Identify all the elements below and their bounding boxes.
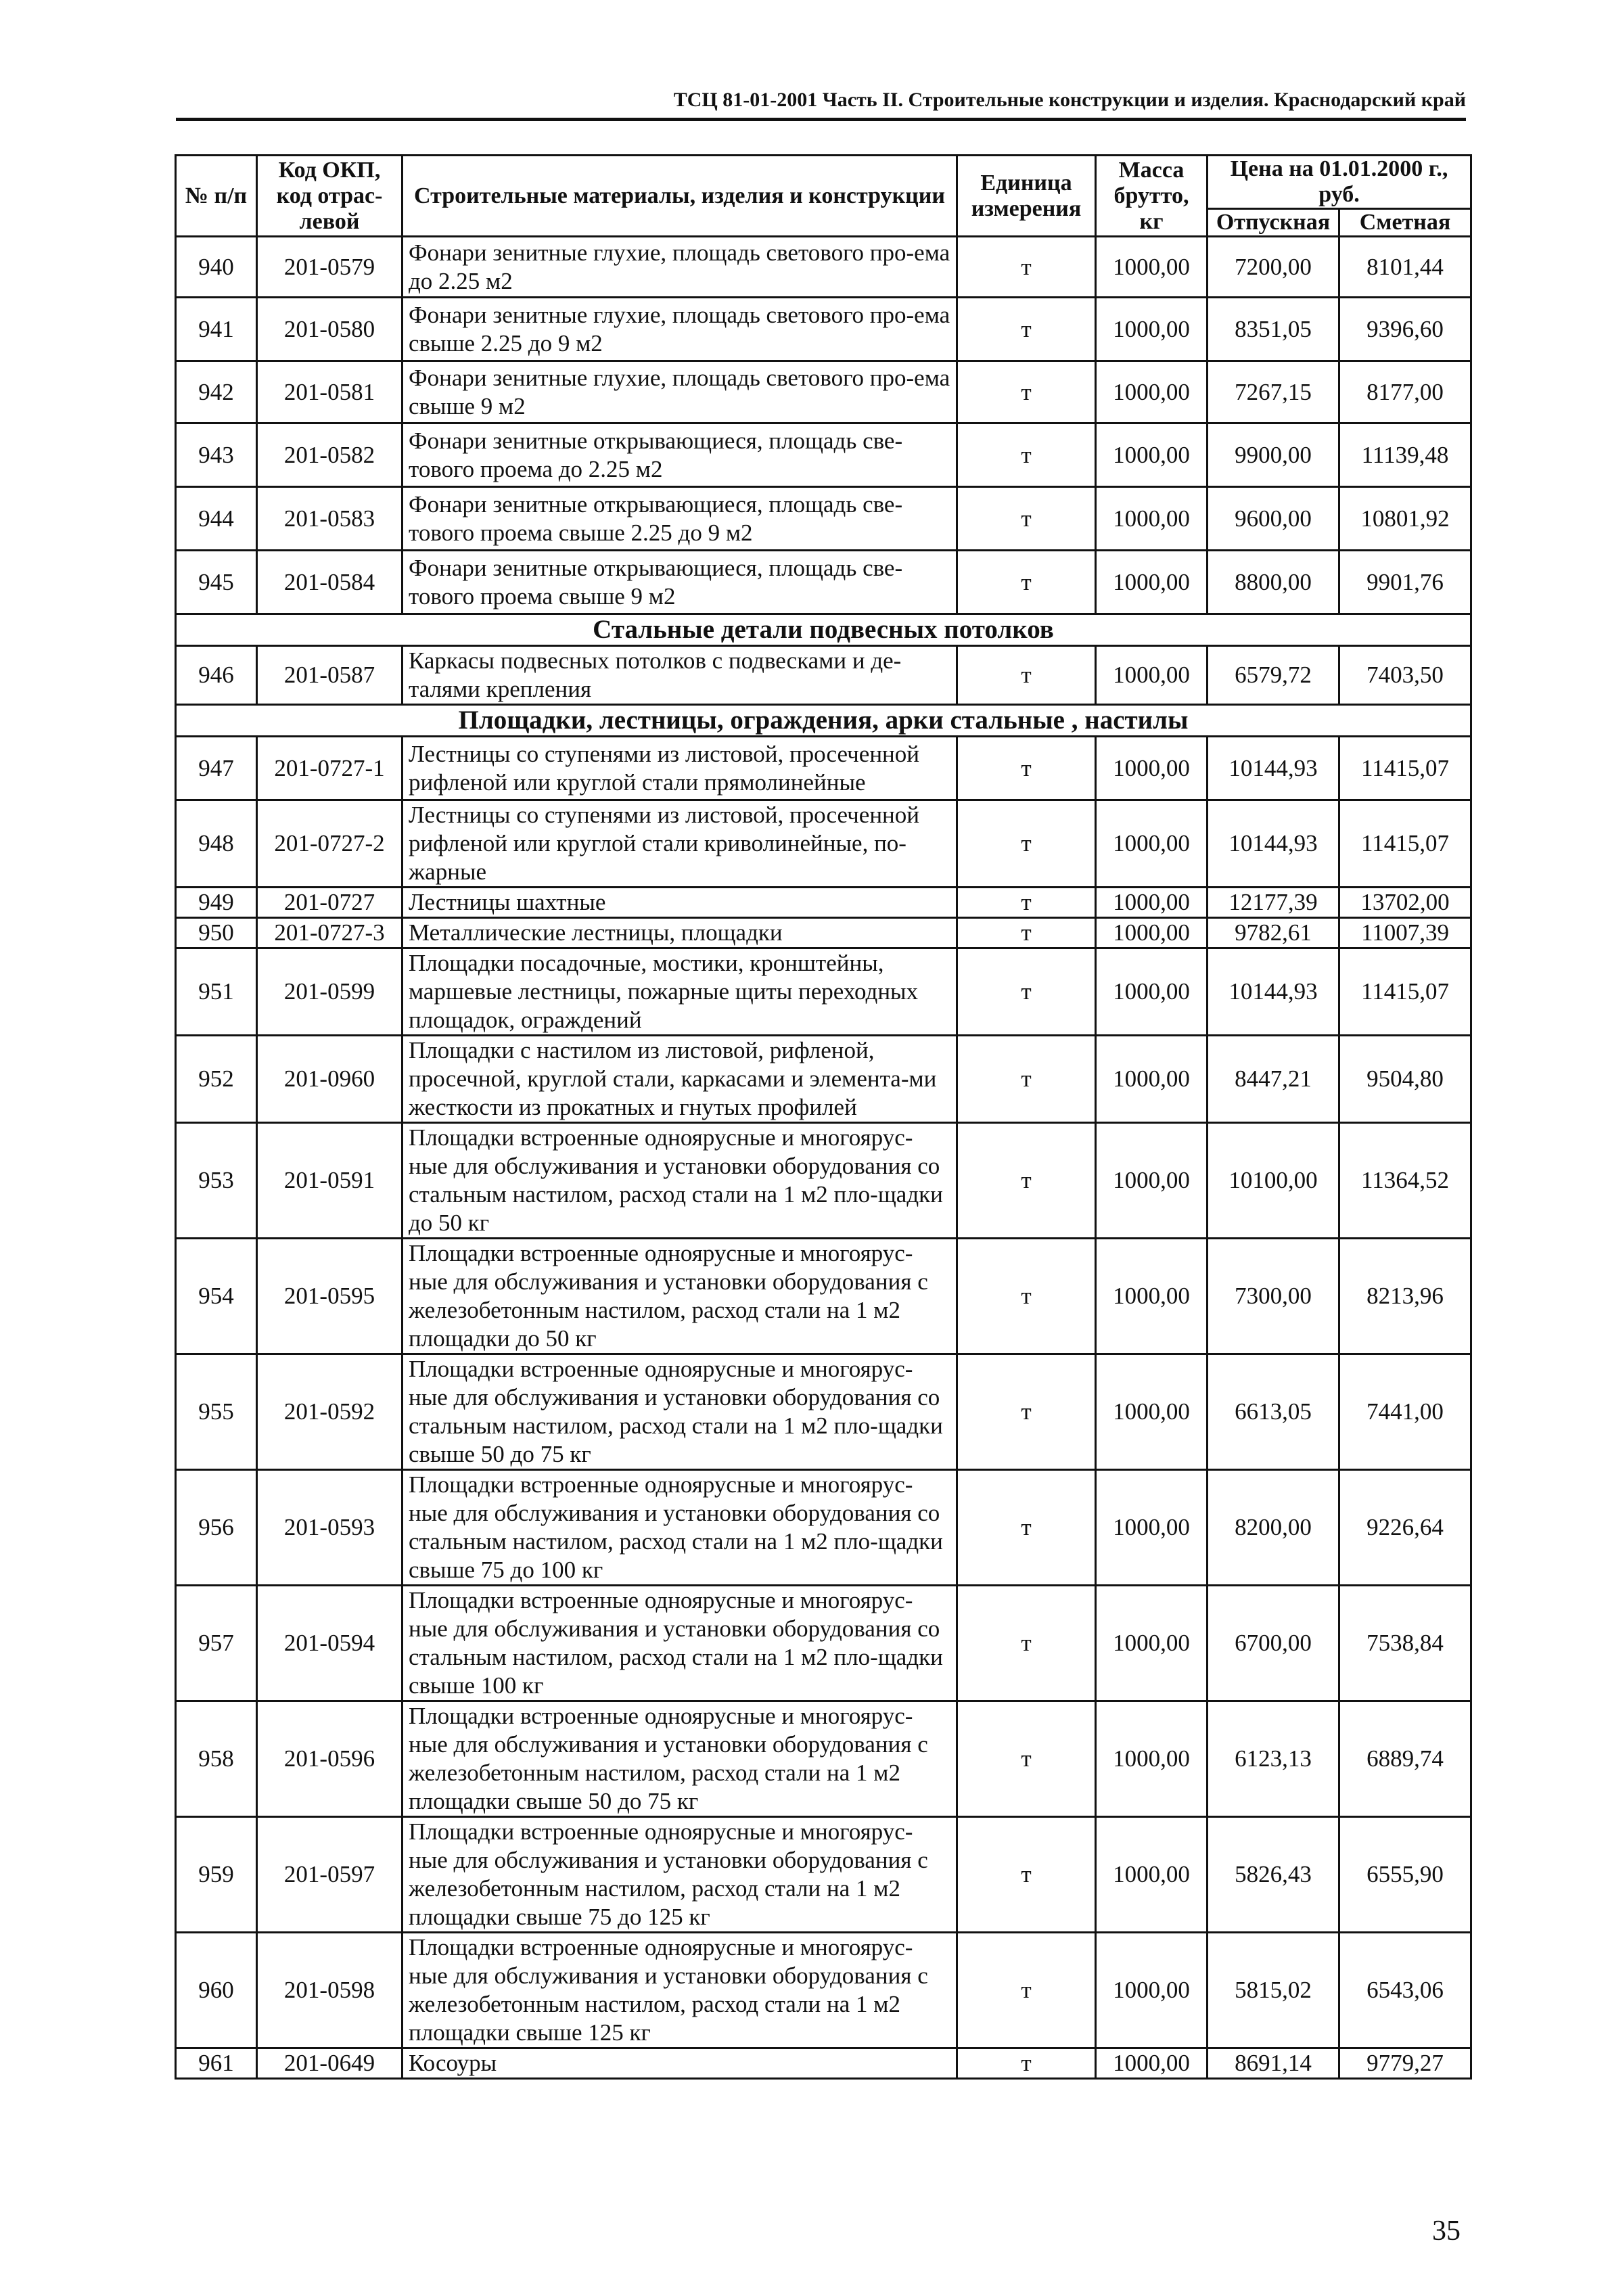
cell-code: 201-0727 — [257, 888, 403, 918]
cell-name: Площадки встроенные одноярусные и многоярус-ные для обслуживания и установки оборудования со стальным настилом, расход стали на 1 м2 пло-щадки свыше 100 кг — [403, 1586, 957, 1701]
cell-estimate: 9396,60 — [1339, 298, 1471, 361]
cell-unit: т — [957, 2048, 1096, 2079]
cell-code: 201-0581 — [257, 361, 403, 423]
cell-num: 958 — [176, 1701, 257, 1817]
cell-name: Каркасы подвесных потолков с подвесками и де-талями крепления — [403, 646, 957, 705]
cell-estimate: 7441,00 — [1339, 1354, 1471, 1470]
cell-unit: т — [957, 298, 1096, 361]
cell-mass: 1000,00 — [1096, 888, 1208, 918]
table-row — [176, 487, 1471, 551]
cell-mass: 1000,00 — [1096, 800, 1208, 888]
col-header-release: Отпускная — [1208, 209, 1339, 237]
cell-release: 10144,93 — [1208, 948, 1339, 1036]
cell-release: 8351,05 — [1208, 298, 1339, 361]
cell-release: 7300,00 — [1208, 1239, 1339, 1354]
cell-estimate: 8101,44 — [1339, 237, 1471, 298]
cell-estimate: 7538,84 — [1339, 1586, 1471, 1701]
cell-name: Фонари зенитные глухие, площадь светового про-ема свыше 9 м2 — [403, 361, 957, 423]
cell-name: Площадки встроенные одноярусные и многоярус-ные для обслуживания и установки оборудования с железобетонным настилом, расход стали на 1 м2 площадки свыше 75 до 125 кг — [403, 1817, 957, 1933]
cell-mass: 1000,00 — [1096, 1586, 1208, 1701]
cell-unit: т — [957, 551, 1096, 614]
cell-name: Лестницы со ступенями из листовой, просеченной рифленой или круглой стали прямолинейные — [403, 737, 957, 800]
col-header-price: Цена на 01.01.2000 г., руб. — [1208, 156, 1471, 209]
cell-estimate: 11139,48 — [1339, 423, 1471, 487]
cell-mass: 1000,00 — [1096, 1701, 1208, 1817]
table-row — [176, 948, 1471, 1036]
cell-release: 7267,15 — [1208, 361, 1339, 423]
table-row — [176, 551, 1471, 614]
cell-num: 955 — [176, 1354, 257, 1470]
cell-mass: 1000,00 — [1096, 1470, 1208, 1586]
cell-name: Площадки встроенные одноярусные и многоярус-ные для обслуживания и установки оборудования со стальным настилом, расход стали на 1 м2 пло-щадки свыше 50 до 75 кг — [403, 1354, 957, 1470]
cell-unit: т — [957, 1470, 1096, 1586]
cell-num: 953 — [176, 1123, 257, 1239]
cell-unit: т — [957, 948, 1096, 1036]
table-row — [176, 800, 1471, 888]
cell-name: Площадки посадочные, мостики, кронштейны, маршевые лестницы, пожарные щиты переходных площадок, ограждений — [403, 948, 957, 1036]
cell-mass: 1000,00 — [1096, 237, 1208, 298]
cell-code: 201-0597 — [257, 1817, 403, 1933]
cell-num: 945 — [176, 551, 257, 614]
cell-num: 961 — [176, 2048, 257, 2079]
cell-num: 950 — [176, 918, 257, 948]
cell-code: 201-0727-2 — [257, 800, 403, 888]
price-table — [175, 154, 1472, 2080]
cell-release: 6123,13 — [1208, 1701, 1339, 1817]
cell-unit: т — [957, 1701, 1096, 1817]
cell-estimate: 11415,07 — [1339, 737, 1471, 800]
cell-num: 949 — [176, 888, 257, 918]
cell-code: 201-0580 — [257, 298, 403, 361]
table-row — [176, 1701, 1471, 1817]
table-row — [176, 737, 1471, 800]
cell-name: Фонари зенитные открывающиеся, площадь све-тового проема свыше 9 м2 — [403, 551, 957, 614]
cell-release: 10144,93 — [1208, 800, 1339, 888]
col-header-num: № п/п — [176, 156, 257, 237]
cell-estimate: 9504,80 — [1339, 1036, 1471, 1123]
table-row — [176, 1123, 1471, 1239]
cell-num: 940 — [176, 237, 257, 298]
cell-mass: 1000,00 — [1096, 551, 1208, 614]
cell-estimate: 8177,00 — [1339, 361, 1471, 423]
cell-unit: т — [957, 237, 1096, 298]
cell-code: 201-0582 — [257, 423, 403, 487]
cell-name: Площадки встроенные одноярусные и многоярус-ные для обслуживания и установки оборудования со стальным настилом, расход стали на 1 м2 пло-щадки свыше 75 до 100 кг — [403, 1470, 957, 1586]
cell-mass: 1000,00 — [1096, 1354, 1208, 1470]
cell-code: 201-0583 — [257, 487, 403, 551]
table-row — [176, 1817, 1471, 1933]
cell-mass: 1000,00 — [1096, 361, 1208, 423]
cell-code: 201-0960 — [257, 1036, 403, 1123]
cell-code: 201-0598 — [257, 1933, 403, 2048]
section-row — [176, 614, 1471, 646]
cell-unit: т — [957, 737, 1096, 800]
cell-mass: 1000,00 — [1096, 487, 1208, 551]
cell-name: Фонари зенитные открывающиеся, площадь све-тового проема до 2.25 м2 — [403, 423, 957, 487]
cell-estimate: 9901,76 — [1339, 551, 1471, 614]
cell-mass: 1000,00 — [1096, 646, 1208, 705]
cell-release: 8800,00 — [1208, 551, 1339, 614]
table-row — [176, 423, 1471, 487]
page-header: ТСЦ 81-01-2001 Часть II. Строительные конструкции и изделия. Краснодарский край — [176, 87, 1466, 121]
cell-code: 201-0594 — [257, 1586, 403, 1701]
cell-unit: т — [957, 1239, 1096, 1354]
cell-release: 9900,00 — [1208, 423, 1339, 487]
cell-num: 952 — [176, 1036, 257, 1123]
cell-name: Косоуры — [403, 2048, 957, 2079]
cell-mass: 1000,00 — [1096, 1933, 1208, 2048]
cell-mass: 1000,00 — [1096, 918, 1208, 948]
col-header-estimate: Сметная — [1339, 209, 1471, 237]
cell-mass: 1000,00 — [1096, 1036, 1208, 1123]
page-number: 35 — [1432, 2215, 1461, 2247]
cell-unit: т — [957, 918, 1096, 948]
cell-num: 954 — [176, 1239, 257, 1354]
cell-unit: т — [957, 800, 1096, 888]
cell-release: 7200,00 — [1208, 237, 1339, 298]
cell-code: 201-0593 — [257, 1470, 403, 1586]
cell-code: 201-0579 — [257, 237, 403, 298]
cell-num: 941 — [176, 298, 257, 361]
cell-estimate: 6889,74 — [1339, 1701, 1471, 1817]
cell-release: 9600,00 — [1208, 487, 1339, 551]
cell-code: 201-0596 — [257, 1701, 403, 1817]
cell-estimate: 6543,06 — [1339, 1933, 1471, 2048]
cell-num: 946 — [176, 646, 257, 705]
cell-mass: 1000,00 — [1096, 948, 1208, 1036]
cell-estimate: 7403,50 — [1339, 646, 1471, 705]
cell-release: 5815,02 — [1208, 1933, 1339, 2048]
cell-name: Лестницы шахтные — [403, 888, 957, 918]
cell-unit: т — [957, 1123, 1096, 1239]
table-row — [176, 298, 1471, 361]
cell-num: 948 — [176, 800, 257, 888]
table-row — [176, 646, 1471, 705]
cell-code: 201-0591 — [257, 1123, 403, 1239]
cell-mass: 1000,00 — [1096, 298, 1208, 361]
section-title: Стальные детали подвесных потолков — [176, 614, 1471, 646]
cell-release: 9782,61 — [1208, 918, 1339, 948]
cell-release: 12177,39 — [1208, 888, 1339, 918]
table-row — [176, 1470, 1471, 1586]
table-row — [176, 888, 1471, 918]
cell-num: 951 — [176, 948, 257, 1036]
cell-unit: т — [957, 646, 1096, 705]
cell-num: 943 — [176, 423, 257, 487]
cell-estimate: 8213,96 — [1339, 1239, 1471, 1354]
col-header-name: Строительные материалы, изделия и конструкции — [403, 156, 957, 237]
cell-name: Фонари зенитные глухие, площадь светового про-ема до 2.25 м2 — [403, 237, 957, 298]
cell-estimate: 11415,07 — [1339, 948, 1471, 1036]
cell-code: 201-0599 — [257, 948, 403, 1036]
cell-num: 959 — [176, 1817, 257, 1933]
table-body — [176, 237, 1471, 2079]
cell-estimate: 11007,39 — [1339, 918, 1471, 948]
cell-estimate: 9226,64 — [1339, 1470, 1471, 1586]
cell-num: 942 — [176, 361, 257, 423]
cell-num: 960 — [176, 1933, 257, 2048]
cell-release: 8200,00 — [1208, 1470, 1339, 1586]
table-row — [176, 1036, 1471, 1123]
table-row — [176, 1933, 1471, 2048]
cell-name: Площадки встроенные одноярусные и многоярус-ные для обслуживания и установки оборудования с железобетонным настилом, расход стали на 1 м2 площадки до 50 кг — [403, 1239, 957, 1354]
cell-estimate: 11415,07 — [1339, 800, 1471, 888]
cell-release: 5826,43 — [1208, 1817, 1339, 1933]
cell-estimate: 13702,00 — [1339, 888, 1471, 918]
cell-release: 6613,05 — [1208, 1354, 1339, 1470]
cell-unit: т — [957, 1817, 1096, 1933]
cell-release: 10144,93 — [1208, 737, 1339, 800]
table-row — [176, 2048, 1471, 2079]
cell-mass: 1000,00 — [1096, 2048, 1208, 2079]
cell-release: 8691,14 — [1208, 2048, 1339, 2079]
cell-num: 956 — [176, 1470, 257, 1586]
section-title: Площадки, лестницы, ограждения, арки стальные , настилы — [176, 705, 1471, 737]
cell-name: Лестницы со ступенями из листовой, просеченной рифленой или круглой стали криволинейные, по-жарные — [403, 800, 957, 888]
table-row — [176, 1586, 1471, 1701]
table-row — [176, 918, 1471, 948]
cell-name: Площадки встроенные одноярусные и многоярус-ные для обслуживания и установки оборудования со стальным настилом, расход стали на 1 м2 пло-щадки до 50 кг — [403, 1123, 957, 1239]
cell-estimate: 9779,27 — [1339, 2048, 1471, 2079]
cell-code: 201-0727-1 — [257, 737, 403, 800]
cell-release: 6579,72 — [1208, 646, 1339, 705]
cell-num: 944 — [176, 487, 257, 551]
cell-num: 947 — [176, 737, 257, 800]
table-row — [176, 237, 1471, 298]
cell-name: Площадки с настилом из листовой, рифленой, просечной, круглой стали, каркасами и элемента-ми жесткости из прокатных и гнутых профилей — [403, 1036, 957, 1123]
cell-mass: 1000,00 — [1096, 423, 1208, 487]
cell-estimate: 11364,52 — [1339, 1123, 1471, 1239]
col-header-unit: Единица измерения — [957, 156, 1096, 237]
cell-code: 201-0727-3 — [257, 918, 403, 948]
cell-num: 957 — [176, 1586, 257, 1701]
cell-unit: т — [957, 487, 1096, 551]
cell-code: 201-0592 — [257, 1354, 403, 1470]
cell-release: 8447,21 — [1208, 1036, 1339, 1123]
cell-release: 6700,00 — [1208, 1586, 1339, 1701]
table-row — [176, 361, 1471, 423]
cell-unit: т — [957, 423, 1096, 487]
table-row — [176, 1239, 1471, 1354]
cell-unit: т — [957, 1036, 1096, 1123]
cell-name: Фонари зенитные открывающиеся, площадь све-тового проема свыше 2.25 до 9 м2 — [403, 487, 957, 551]
section-row — [176, 705, 1471, 737]
cell-name: Площадки встроенные одноярусные и многоярус-ные для обслуживания и установки оборудования с железобетонным настилом, расход стали на 1 м2 площадки свыше 50 до 75 кг — [403, 1701, 957, 1817]
cell-mass: 1000,00 — [1096, 737, 1208, 800]
cell-unit: т — [957, 1354, 1096, 1470]
cell-unit: т — [957, 1933, 1096, 2048]
cell-code: 201-0595 — [257, 1239, 403, 1354]
cell-name: Фонари зенитные глухие, площадь светового про-ема свыше 2.25 до 9 м2 — [403, 298, 957, 361]
cell-estimate: 6555,90 — [1339, 1817, 1471, 1933]
cell-code: 201-0649 — [257, 2048, 403, 2079]
cell-unit: т — [957, 888, 1096, 918]
cell-mass: 1000,00 — [1096, 1817, 1208, 1933]
cell-estimate: 10801,92 — [1339, 487, 1471, 551]
col-header-code: Код ОКП, код отрас-левой — [257, 156, 403, 237]
cell-mass: 1000,00 — [1096, 1123, 1208, 1239]
cell-code: 201-0587 — [257, 646, 403, 705]
cell-unit: т — [957, 1586, 1096, 1701]
cell-code: 201-0584 — [257, 551, 403, 614]
cell-name: Площадки встроенные одноярусные и многоярус-ные для обслуживания и установки оборудования с железобетонным настилом, расход стали на 1 м2 площадки свыше 125 кг — [403, 1933, 957, 2048]
cell-name: Металлические лестницы, площадки — [403, 918, 957, 948]
cell-unit: т — [957, 361, 1096, 423]
cell-release: 10100,00 — [1208, 1123, 1339, 1239]
table-row — [176, 1354, 1471, 1470]
cell-mass: 1000,00 — [1096, 1239, 1208, 1354]
col-header-mass: Масса брутто, кг — [1096, 156, 1208, 237]
